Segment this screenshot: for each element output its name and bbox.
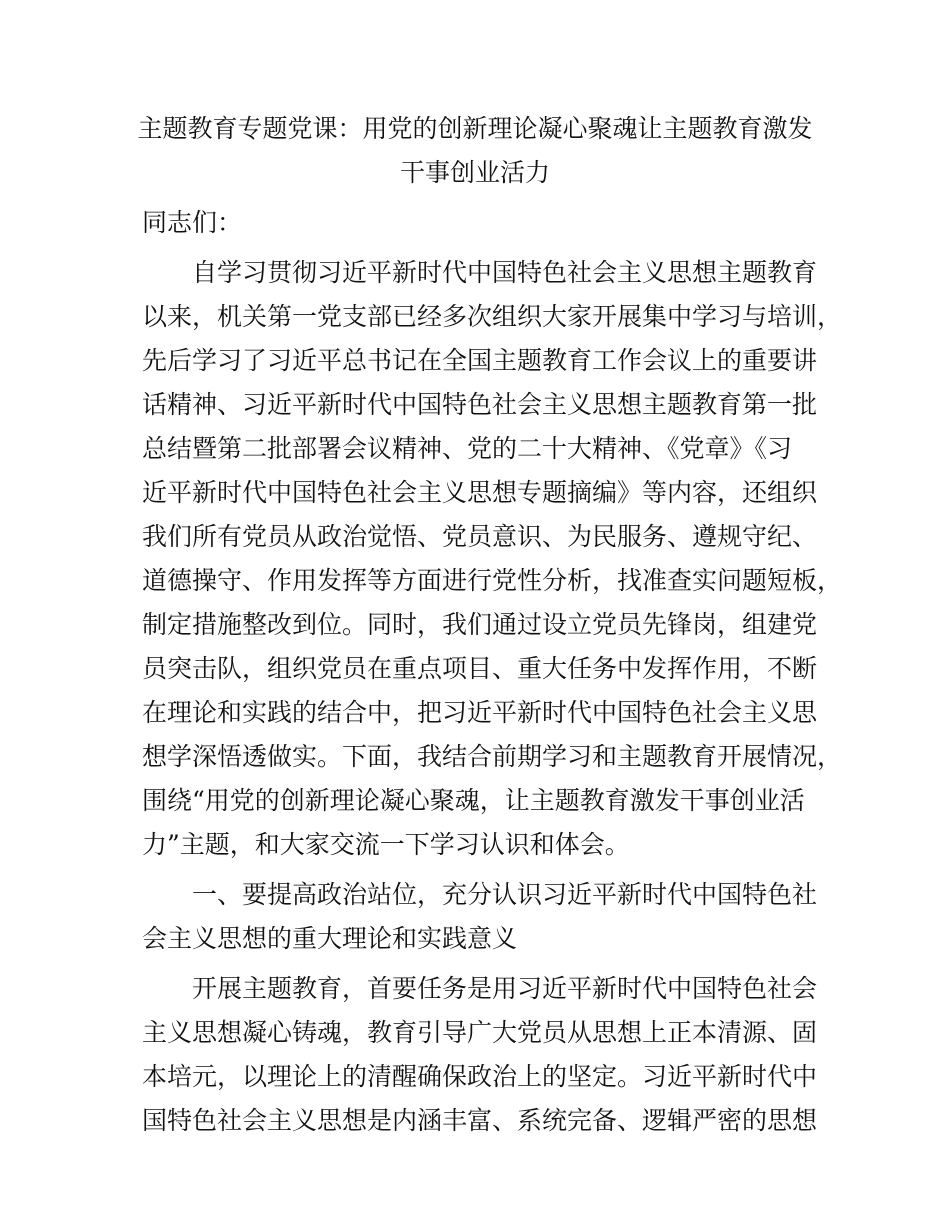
paragraph-1-line-13: 围绕“用党的创新理论凝心聚魂，让主题教育激发干事创业活 bbox=[142, 786, 805, 815]
paragraph-1-line-1: 自学习贯彻习近平新时代中国特色社会主义思想主题教育 bbox=[192, 258, 818, 287]
paragraph-1-line-14: 力”主题，和大家交流一下学习认识和体会。 bbox=[142, 830, 630, 859]
paragraph-1-line-8: 道德操守、作用发挥等方面进行党性分析，找准查实问题短板， bbox=[142, 566, 843, 595]
paragraph-1-line-2: 以来，机关第一党支部已经多次组织大家开展集中学习与培训， bbox=[142, 302, 843, 331]
paragraph-2-line-2: 主义思想凝心铸魂，教育引导广大党员从思想上正本清源、固 bbox=[142, 1018, 818, 1047]
paragraph-1-line-10: 员突击队，组织党员在重点项目、重大任务中发挥作用，不断 bbox=[142, 654, 818, 683]
document-title-line-2: 干事创业活力 bbox=[399, 158, 550, 187]
paragraph-1-line-11: 在理论和实践的结合中，把习近平新时代中国特色社会主义思 bbox=[142, 698, 818, 727]
paragraph-1-line-5: 总结暨第二批部署会议精神、党的二十大精神、《党章》《习 bbox=[142, 434, 793, 463]
paragraph-1-line-3: 先后学习了习近平总书记在全国主题教育工作会议上的重要讲 bbox=[142, 346, 818, 375]
section-heading-line-1: 一、要提高政治站位，充分认识习近平新时代中国特色社 bbox=[192, 880, 818, 909]
paragraph-1-line-12: 想学深悟透做实。下面，我结合前期学习和主题教育开展情况， bbox=[142, 742, 843, 771]
document-title-line-1: 主题教育专题党课：用党的创新理论凝心聚魂让主题教育激发 bbox=[137, 114, 813, 143]
paragraph-2-line-3: 本培元，以理论上的清醒确保政治上的坚定。习近平新时代中 bbox=[142, 1062, 818, 1091]
paragraph-1-line-4: 话精神、习近平新时代中国特色社会主义思想主题教育第一批 bbox=[142, 390, 818, 419]
paragraph-2-line-4: 国特色社会主义思想是内涵丰富、系统完备、逻辑严密的思想 bbox=[142, 1106, 818, 1135]
paragraph-2-line-1: 开展主题教育，首要任务是用习近平新时代中国特色社会 bbox=[192, 974, 818, 1003]
paragraph-1-line-6: 近平新时代中国特色社会主义思想专题摘编》等内容，还组织 bbox=[142, 478, 818, 507]
section-heading-line-2: 会主义思想的重大理论和实践意义 bbox=[142, 924, 518, 953]
paragraph-1-line-9: 制定措施整改到位。同时，我们通过设立党员先锋岗，组建党 bbox=[142, 610, 818, 639]
paragraph-1-line-7: 我们所有党员从政治觉悟、党员意识、为民服务、遵规守纪、 bbox=[142, 522, 818, 551]
salutation: 同志们： bbox=[142, 208, 243, 237]
